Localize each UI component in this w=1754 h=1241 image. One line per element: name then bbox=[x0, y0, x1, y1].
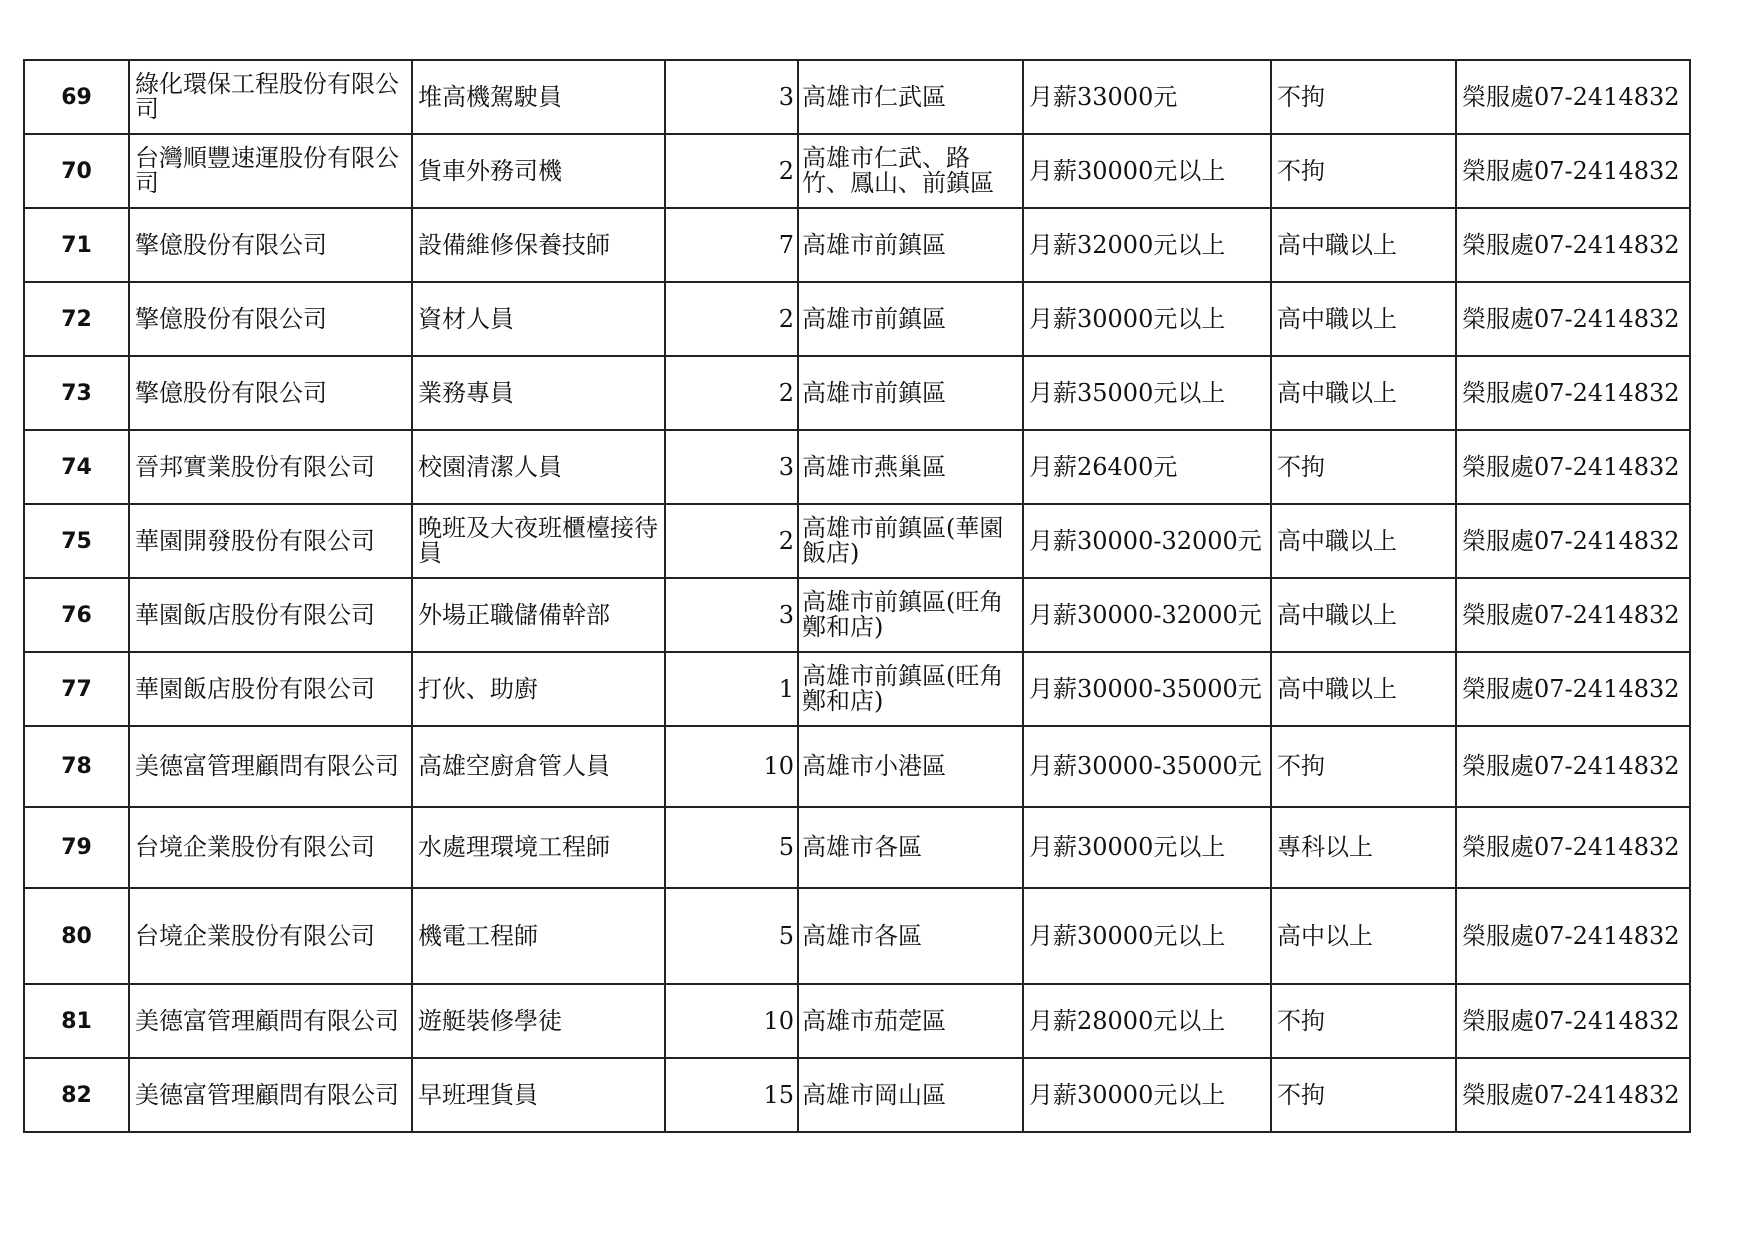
salary: 月薪32000元以上 bbox=[1023, 208, 1271, 282]
job-title: 高雄空廚倉管人員 bbox=[412, 726, 665, 807]
company-name: 美德富管理顧問有限公司 bbox=[129, 984, 412, 1058]
row-number: 70 bbox=[24, 134, 129, 208]
education-requirement: 不拘 bbox=[1271, 430, 1456, 504]
table-row bbox=[24, 60, 1690, 134]
opening-count: 2 bbox=[665, 504, 798, 578]
table-row bbox=[24, 984, 1690, 1058]
table-row bbox=[24, 356, 1690, 430]
salary: 月薪30000元以上 bbox=[1023, 1058, 1271, 1132]
job-title: 校園清潔人員 bbox=[412, 430, 665, 504]
row-number: 78 bbox=[24, 726, 129, 807]
company-name: 美德富管理顧問有限公司 bbox=[129, 1058, 412, 1132]
contact-info: 榮服處07-2414832 bbox=[1456, 282, 1690, 356]
salary: 月薪30000元以上 bbox=[1023, 282, 1271, 356]
table-row bbox=[24, 134, 1690, 208]
company-name: 綠化環保工程股份有限公司 bbox=[129, 60, 412, 134]
company-name: 台境企業股份有限公司 bbox=[129, 807, 412, 888]
job-title: 晚班及大夜班櫃檯接待員 bbox=[412, 504, 665, 578]
opening-count: 2 bbox=[665, 282, 798, 356]
work-location: 高雄市前鎮區(華園飯店) bbox=[798, 504, 1023, 578]
company-name: 台灣順豐速運股份有限公司 bbox=[129, 134, 412, 208]
company-name: 擎億股份有限公司 bbox=[129, 208, 412, 282]
table-row bbox=[24, 504, 1690, 578]
education-requirement: 高中職以上 bbox=[1271, 652, 1456, 726]
education-requirement: 不拘 bbox=[1271, 984, 1456, 1058]
company-name: 華園開發股份有限公司 bbox=[129, 504, 412, 578]
salary: 月薪30000-35000元 bbox=[1023, 726, 1271, 807]
table-row bbox=[24, 888, 1690, 984]
table-row bbox=[24, 1058, 1690, 1132]
opening-count: 5 bbox=[665, 807, 798, 888]
education-requirement: 高中職以上 bbox=[1271, 578, 1456, 652]
job-title: 貨車外務司機 bbox=[412, 134, 665, 208]
company-name: 擎億股份有限公司 bbox=[129, 282, 412, 356]
contact-info: 榮服處07-2414832 bbox=[1456, 807, 1690, 888]
opening-count: 10 bbox=[665, 726, 798, 807]
contact-info: 榮服處07-2414832 bbox=[1456, 60, 1690, 134]
row-number: 76 bbox=[24, 578, 129, 652]
contact-info: 榮服處07-2414832 bbox=[1456, 578, 1690, 652]
company-name: 華園飯店股份有限公司 bbox=[129, 652, 412, 726]
education-requirement: 不拘 bbox=[1271, 726, 1456, 807]
work-location: 高雄市小港區 bbox=[798, 726, 1023, 807]
job-title: 設備維修保養技師 bbox=[412, 208, 665, 282]
contact-info: 榮服處07-2414832 bbox=[1456, 652, 1690, 726]
salary: 月薪35000元以上 bbox=[1023, 356, 1271, 430]
job-title: 遊艇裝修學徒 bbox=[412, 984, 665, 1058]
salary: 月薪30000-32000元 bbox=[1023, 578, 1271, 652]
work-location: 高雄市仁武區 bbox=[798, 60, 1023, 134]
row-number: 77 bbox=[24, 652, 129, 726]
job-title: 早班理貨員 bbox=[412, 1058, 665, 1132]
work-location: 高雄市前鎮區 bbox=[798, 356, 1023, 430]
work-location: 高雄市岡山區 bbox=[798, 1058, 1023, 1132]
education-requirement: 高中職以上 bbox=[1271, 356, 1456, 430]
education-requirement: 高中職以上 bbox=[1271, 282, 1456, 356]
table-row bbox=[24, 578, 1690, 652]
row-number: 74 bbox=[24, 430, 129, 504]
work-location: 高雄市各區 bbox=[798, 807, 1023, 888]
company-name: 台境企業股份有限公司 bbox=[129, 888, 412, 984]
row-number: 71 bbox=[24, 208, 129, 282]
contact-info: 榮服處07-2414832 bbox=[1456, 134, 1690, 208]
table-row bbox=[24, 282, 1690, 356]
salary: 月薪30000-35000元 bbox=[1023, 652, 1271, 726]
contact-info: 榮服處07-2414832 bbox=[1456, 356, 1690, 430]
table-row bbox=[24, 430, 1690, 504]
education-requirement: 不拘 bbox=[1271, 1058, 1456, 1132]
opening-count: 7 bbox=[665, 208, 798, 282]
company-name: 美德富管理顧問有限公司 bbox=[129, 726, 412, 807]
row-number: 79 bbox=[24, 807, 129, 888]
education-requirement: 高中職以上 bbox=[1271, 504, 1456, 578]
work-location: 高雄市前鎮區 bbox=[798, 282, 1023, 356]
job-title: 業務專員 bbox=[412, 356, 665, 430]
company-name: 擎億股份有限公司 bbox=[129, 356, 412, 430]
row-number: 75 bbox=[24, 504, 129, 578]
row-number: 81 bbox=[24, 984, 129, 1058]
education-requirement: 專科以上 bbox=[1271, 807, 1456, 888]
contact-info: 榮服處07-2414832 bbox=[1456, 430, 1690, 504]
job-title: 堆高機駕駛員 bbox=[412, 60, 665, 134]
row-number: 73 bbox=[24, 356, 129, 430]
company-name: 晉邦實業股份有限公司 bbox=[129, 430, 412, 504]
job-title: 機電工程師 bbox=[412, 888, 665, 984]
job-listing-table bbox=[23, 59, 1691, 1133]
table-row bbox=[24, 807, 1690, 888]
opening-count: 2 bbox=[665, 356, 798, 430]
opening-count: 1 bbox=[665, 652, 798, 726]
contact-info: 榮服處07-2414832 bbox=[1456, 888, 1690, 984]
job-title: 資材人員 bbox=[412, 282, 665, 356]
work-location: 高雄市前鎮區(旺角鄭和店) bbox=[798, 578, 1023, 652]
work-location: 高雄市前鎮區 bbox=[798, 208, 1023, 282]
salary: 月薪28000元以上 bbox=[1023, 984, 1271, 1058]
work-location: 高雄市燕巢區 bbox=[798, 430, 1023, 504]
contact-info: 榮服處07-2414832 bbox=[1456, 504, 1690, 578]
opening-count: 3 bbox=[665, 60, 798, 134]
table-row bbox=[24, 652, 1690, 726]
row-number: 80 bbox=[24, 888, 129, 984]
opening-count: 3 bbox=[665, 430, 798, 504]
salary: 月薪33000元 bbox=[1023, 60, 1271, 134]
contact-info: 榮服處07-2414832 bbox=[1456, 984, 1690, 1058]
opening-count: 5 bbox=[665, 888, 798, 984]
row-number: 82 bbox=[24, 1058, 129, 1132]
work-location: 高雄市各區 bbox=[798, 888, 1023, 984]
education-requirement: 高中以上 bbox=[1271, 888, 1456, 984]
table-row bbox=[24, 208, 1690, 282]
contact-info: 榮服處07-2414832 bbox=[1456, 1058, 1690, 1132]
opening-count: 2 bbox=[665, 134, 798, 208]
company-name: 華園飯店股份有限公司 bbox=[129, 578, 412, 652]
table-row bbox=[24, 726, 1690, 807]
job-title: 外場正職儲備幹部 bbox=[412, 578, 665, 652]
opening-count: 15 bbox=[665, 1058, 798, 1132]
row-number: 69 bbox=[24, 60, 129, 134]
work-location: 高雄市茄萣區 bbox=[798, 984, 1023, 1058]
education-requirement: 不拘 bbox=[1271, 134, 1456, 208]
salary: 月薪30000元以上 bbox=[1023, 888, 1271, 984]
education-requirement: 高中職以上 bbox=[1271, 208, 1456, 282]
opening-count: 10 bbox=[665, 984, 798, 1058]
contact-info: 榮服處07-2414832 bbox=[1456, 726, 1690, 807]
row-number: 72 bbox=[24, 282, 129, 356]
job-table-body bbox=[24, 60, 1690, 1132]
salary: 月薪30000-32000元 bbox=[1023, 504, 1271, 578]
education-requirement: 不拘 bbox=[1271, 60, 1456, 134]
salary: 月薪30000元以上 bbox=[1023, 807, 1271, 888]
contact-info: 榮服處07-2414832 bbox=[1456, 208, 1690, 282]
opening-count: 3 bbox=[665, 578, 798, 652]
salary: 月薪30000元以上 bbox=[1023, 134, 1271, 208]
job-title: 打伙、助廚 bbox=[412, 652, 665, 726]
job-title: 水處理環境工程師 bbox=[412, 807, 665, 888]
salary: 月薪26400元 bbox=[1023, 430, 1271, 504]
work-location: 高雄市仁武、路竹、鳳山、前鎮區 bbox=[798, 134, 1023, 208]
work-location: 高雄市前鎮區(旺角鄭和店) bbox=[798, 652, 1023, 726]
